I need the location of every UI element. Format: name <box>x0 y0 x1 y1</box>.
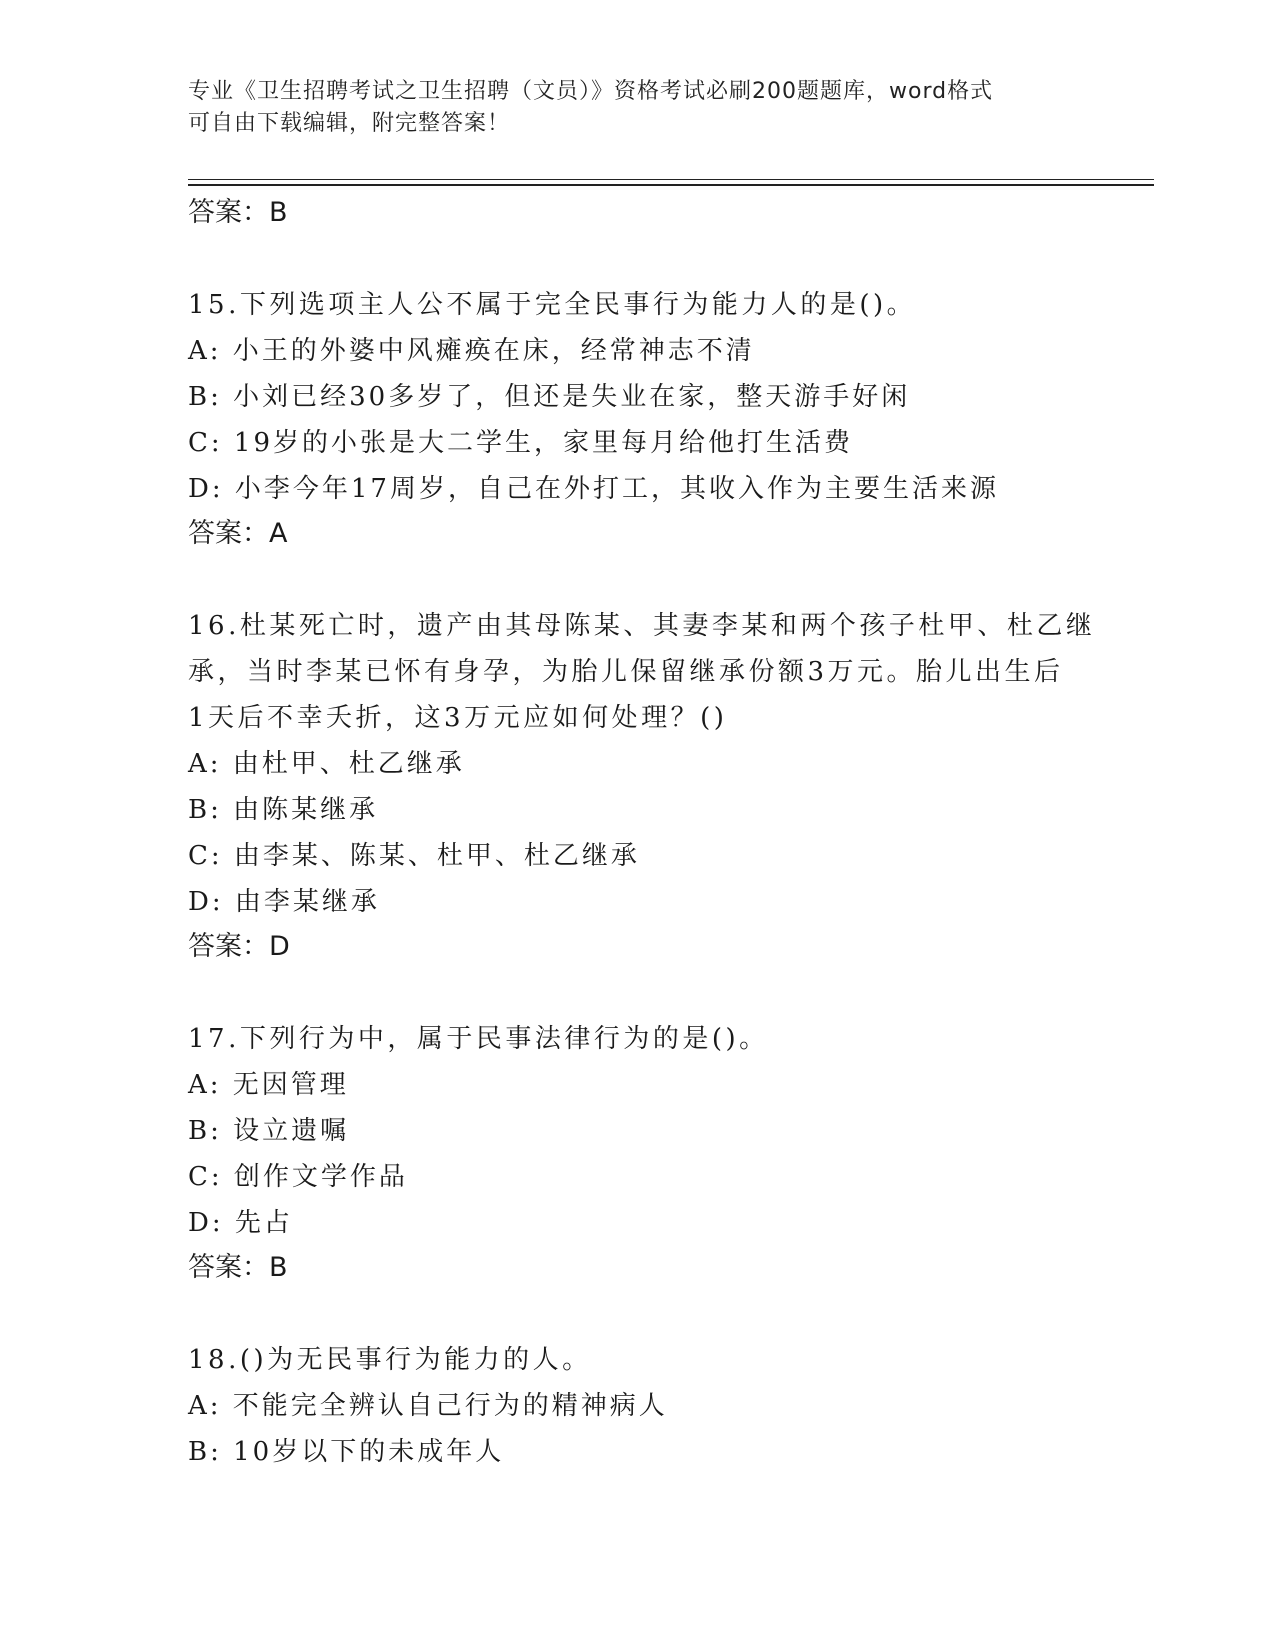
question-18 <box>188 1337 1148 1475</box>
question-17 <box>188 1016 1148 1290</box>
question-stem <box>188 603 1148 741</box>
stem-line: 17.下列行为中，属于民事法律行为的是()。 <box>188 1024 769 1054</box>
option-a: A: 不能完全辨认自己行为的精神病人 <box>188 1391 668 1421</box>
option-b: B: 设立遗嘱 <box>188 1116 350 1146</box>
stem-line: 承，当时李某已怀有身孕，为胎儿保留继承份额3万元。胎儿出生后 <box>188 657 1064 687</box>
stem-line: 1天后不幸夭折，这3万元应如何处理？() <box>188 703 728 733</box>
option-b: B: 10岁以下的未成年人 <box>188 1437 505 1467</box>
document-header <box>188 76 1088 140</box>
stem-line: 18.()为无民事行为能力的人。 <box>188 1345 592 1375</box>
header-rule-thick <box>188 184 1154 186</box>
stem-line: 16.杜某死亡时，遗产由其母陈某、其妻李某和两个孩子杜甲、杜乙继 <box>188 611 1096 641</box>
answer-line: 答案：D <box>188 931 290 962</box>
stem-line: 15.下列选项主人公不属于完全民事行为能力人的是()。 <box>188 290 917 320</box>
question-stem <box>188 1016 1148 1062</box>
question-stem <box>188 282 1148 328</box>
question-16 <box>188 603 1148 969</box>
option-c: C: 创作文学作品 <box>188 1162 408 1192</box>
option-d: D: 小李今年17周岁，自己在外打工，其收入作为主要生活来源 <box>188 474 999 504</box>
spacer <box>188 969 1148 1016</box>
option-b: B: 由陈某继承 <box>188 795 379 825</box>
spacer <box>188 235 1148 282</box>
answer-line: 答案：A <box>188 518 288 549</box>
option-a: A: 无因管理 <box>188 1070 349 1100</box>
option-b: B: 小刘已经30多岁了，但还是失业在家，整天游手好闲 <box>188 382 911 412</box>
option-d: D: 先占 <box>188 1208 293 1238</box>
option-a: A: 由杜甲、杜乙继承 <box>188 749 465 779</box>
option-a: A: 小王的外婆中风瘫痪在床，经常神志不清 <box>188 336 755 366</box>
header-line-1: 专业《卫生招聘考试之卫生招聘（文员）》资格考试必刷200题题库，word格式 <box>188 79 994 104</box>
question-15 <box>188 282 1148 556</box>
option-d: D: 由李某继承 <box>188 887 380 917</box>
question-list <box>188 191 1148 1475</box>
question-stem <box>188 1337 1148 1383</box>
option-c: C: 19岁的小张是大二学生，家里每月给他打生活费 <box>188 428 854 458</box>
answer-line: 答案：B <box>188 1252 288 1283</box>
header-line-2: 可自由下载编辑，附完整答案！ <box>188 111 511 136</box>
header-rule-thin <box>188 179 1154 180</box>
option-c: C: 由李某、陈某、杜甲、杜乙继承 <box>188 841 640 871</box>
answer-line: 答案：B <box>188 197 288 228</box>
spacer <box>188 556 1148 603</box>
spacer <box>188 1290 1148 1337</box>
